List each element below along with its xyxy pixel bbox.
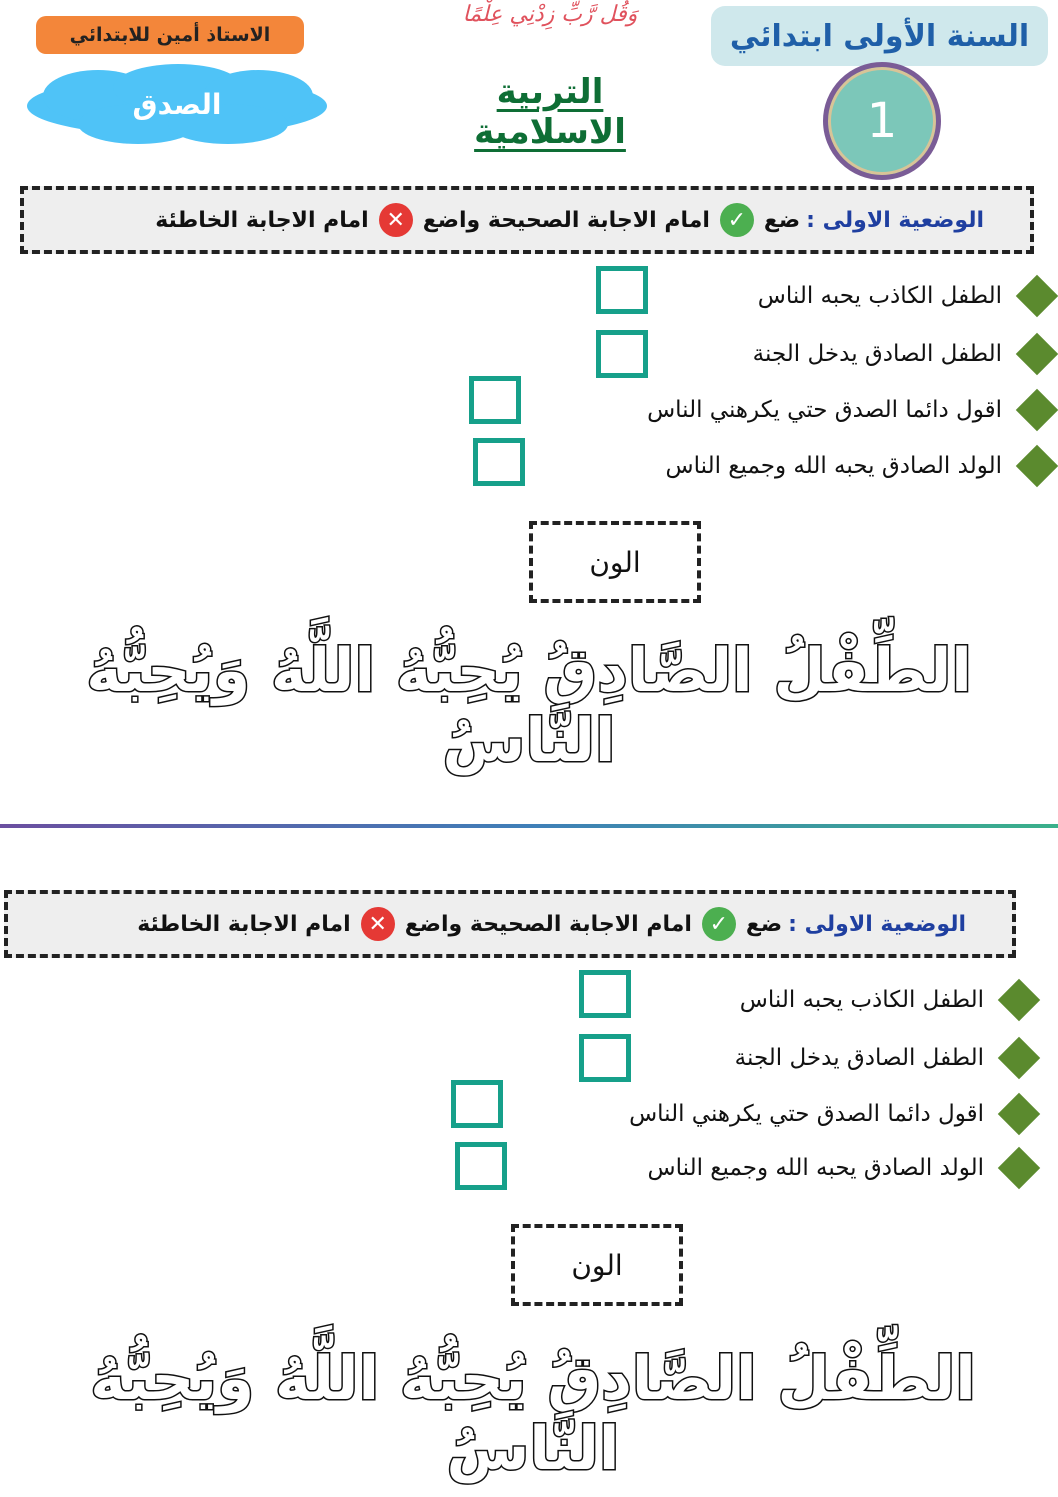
color-instruction-box bbox=[529, 521, 701, 603]
motto: وَقُل رَّبِّ زِدْنِي عِلْمًا bbox=[462, 2, 638, 27]
coloring-sentence: الطِّفْلُ الصَّادِقُ يُحِبُّهُ اللَّهُ وَيُحِبُّهُ النَّاسُ bbox=[90, 1344, 976, 1484]
lesson-title-cloud bbox=[18, 62, 336, 146]
subject-title: التربية الاسلامية bbox=[474, 72, 626, 152]
teacher-badge: الاستاذ أمين للابتدائي bbox=[36, 16, 304, 54]
instruction-part2: امام الاجابة الصحيحة واضع bbox=[404, 911, 692, 937]
instruction-part3: امام الاجابة الخاطئة bbox=[137, 911, 351, 937]
diamond-bullet-icon bbox=[1016, 275, 1058, 317]
answer-box[interactable] bbox=[579, 1034, 631, 1082]
answer-box[interactable] bbox=[469, 376, 521, 424]
answer-box[interactable] bbox=[451, 1080, 503, 1128]
diamond-bullet-icon bbox=[998, 1093, 1040, 1135]
diamond-bullet-icon bbox=[998, 1147, 1040, 1189]
instruction-label: الوضعية الاولى : bbox=[806, 207, 984, 233]
statement-text: الطفل الكاذب يحبه الناس bbox=[757, 283, 1002, 309]
color-instruction-box bbox=[511, 1224, 683, 1306]
answer-box[interactable] bbox=[596, 266, 648, 314]
statement-item bbox=[753, 334, 1052, 374]
instruction-box bbox=[4, 890, 1016, 958]
diamond-bullet-icon bbox=[998, 1037, 1040, 1079]
coloring-sentence: الطِّفْلُ الصَّادِقُ يُحِبُّهُ اللَّهُ وَيُحِبُّهُ النَّاسُ bbox=[86, 636, 972, 776]
instruction-part3: امام الاجابة الخاطئة bbox=[155, 207, 369, 233]
answer-box[interactable] bbox=[473, 438, 525, 486]
diamond-bullet-icon bbox=[1016, 389, 1058, 431]
instruction-label: الوضعية الاولى : bbox=[788, 911, 966, 937]
statement-text: الطفل الصادق يدخل الجنة bbox=[752, 341, 1002, 367]
diamond-bullet-icon bbox=[1016, 333, 1058, 375]
check-circle-icon: ✓ bbox=[702, 907, 736, 941]
statement-item bbox=[666, 446, 1052, 486]
section-divider bbox=[0, 824, 1058, 828]
statement-text: اقول دائما الصدق حتي يكرهني الناس bbox=[629, 1101, 984, 1127]
statement-item bbox=[740, 980, 1034, 1020]
statement-text: اقول دائما الصدق حتي يكرهني الناس bbox=[647, 397, 1002, 423]
statement-text: الولد الصادق يحبه الله وجميع الناس bbox=[665, 453, 1002, 479]
lesson-number-badge: 1 bbox=[823, 62, 941, 180]
color-label: الون bbox=[571, 1248, 623, 1282]
instruction-part1: ضع bbox=[745, 911, 783, 937]
diamond-bullet-icon bbox=[1016, 445, 1058, 487]
statement-item bbox=[758, 276, 1052, 316]
answer-box[interactable] bbox=[596, 330, 648, 378]
statement-item bbox=[648, 1148, 1034, 1188]
statement-text: الطفل الكاذب يحبه الناس bbox=[739, 987, 984, 1013]
statement-item bbox=[647, 390, 1052, 430]
cross-circle-icon: ✕ bbox=[361, 907, 395, 941]
instruction-part2: امام الاجابة الصحيحة واضع bbox=[422, 207, 710, 233]
statement-item bbox=[629, 1094, 1034, 1134]
lesson-title: الصدق bbox=[132, 87, 222, 121]
answer-box[interactable] bbox=[455, 1142, 507, 1190]
statement-text: الطفل الصادق يدخل الجنة bbox=[734, 1045, 984, 1071]
instruction-box bbox=[20, 186, 1034, 254]
answer-box[interactable] bbox=[579, 970, 631, 1018]
statement-item bbox=[735, 1038, 1034, 1078]
instruction-part1: ضع bbox=[763, 207, 801, 233]
check-circle-icon: ✓ bbox=[720, 203, 754, 237]
color-label: الون bbox=[589, 545, 641, 579]
diamond-bullet-icon bbox=[998, 979, 1040, 1021]
cross-circle-icon: ✕ bbox=[379, 203, 413, 237]
grade-badge: السنة الأولى ابتدائي bbox=[711, 6, 1048, 66]
statement-text: الولد الصادق يحبه الله وجميع الناس bbox=[647, 1155, 984, 1181]
